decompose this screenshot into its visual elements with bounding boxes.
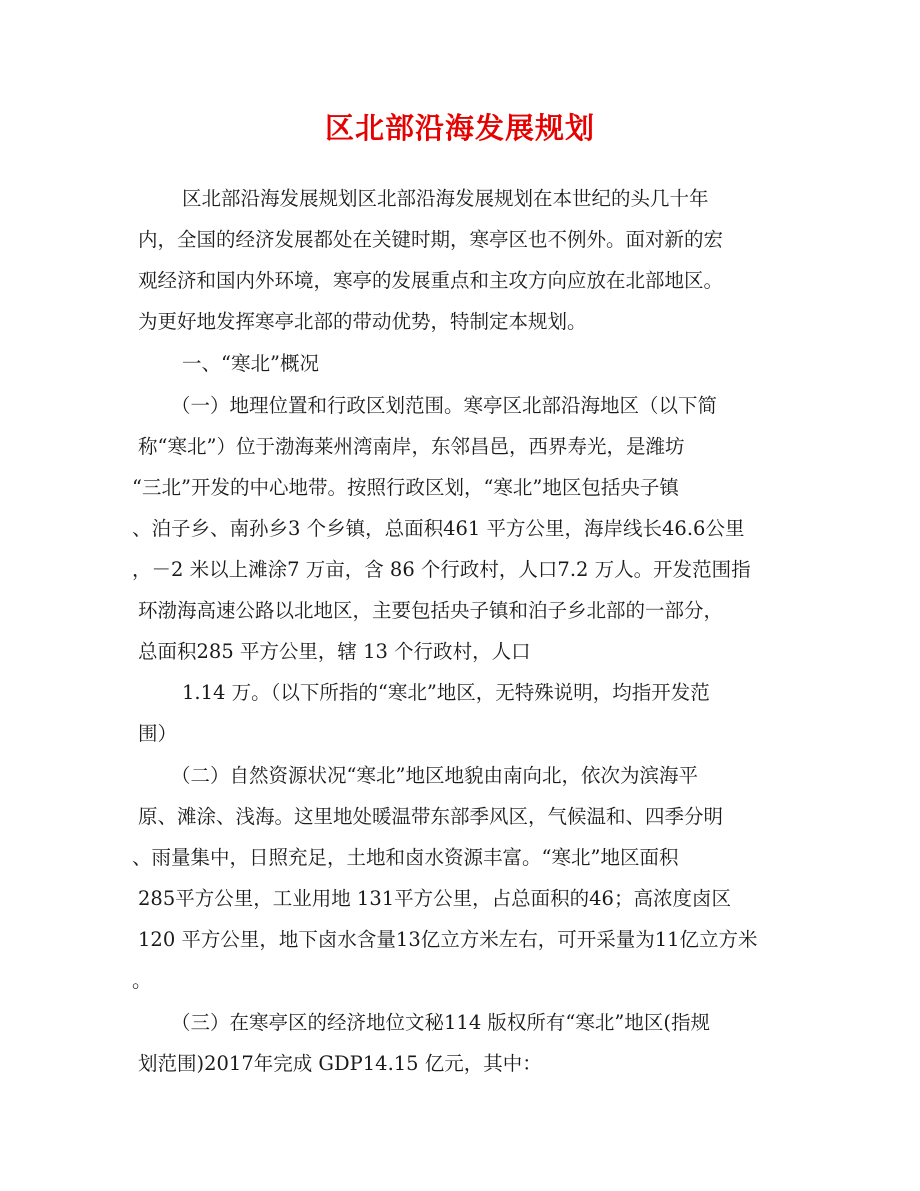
body-line: 区北部沿海发展规划区北部沿海发展规划在本世纪的头几十年 [182, 187, 709, 210]
body-line: 为更好地发挥寒亭北部的带动优势，特制定本规划。 [138, 310, 587, 333]
section-heading: 一、“寒北”概况 [182, 352, 319, 375]
body-line: 划范围)2017年完成 GDP14.15 亿元，其中： [138, 1052, 542, 1075]
body-line: 。 [132, 969, 152, 992]
body-line: 285平方公里，工业用地 131平方公里，占总面积的46；高浓度卤区 [138, 887, 731, 910]
body-line: 1.14 万。（以下所指的“寒北”地区，无特殊说明，均指开发范 [182, 681, 710, 704]
body-line: 称“寒北”）位于渤海莱州湾南岸，东邻昌邑，西界寿光，是潍坊 [138, 435, 685, 458]
body-line: 120 平方公里，地下卤水含量13亿立方米左右，可开采量为11亿立方米 [138, 928, 758, 951]
body-line: 总面积285 平方公里，辖 13 个行政村，人口 [138, 640, 531, 663]
body-line: 内，全国的经济发展都处在关键时期，寒亭区也不例外。面对新的宏 [138, 228, 724, 251]
body-line: （二）自然资源状况“寒北”地区地貌由南向北，依次为滨海平 [171, 764, 698, 787]
body-line: ，－2 米以上滩涂7 万亩，含 86 个行政村，人口7.2 万人。开发范围指 [132, 558, 751, 581]
body-line: 原、滩涂、浅海。这里地处暖温带东部季风区，气候温和、四季分明 [138, 805, 724, 828]
body-line: 观经济和国内外环境，寒亭的发展重点和主攻方向应放在北部地区。 [138, 269, 724, 292]
document-title: 区北部沿海发展规划 [324, 111, 595, 145]
body-line: （三）在寒亭区的经济地位文秘114 版权所有“寒北”地区(指规 [171, 1011, 710, 1034]
body-line: （一）地理位置和行政区划范围。寒亭区北部沿海地区（以下简 [171, 394, 718, 417]
body-line: 围） [138, 722, 178, 745]
body-line: “三北”开发的中心地带。按照行政区划，“寒北”地区包括央子镇 [132, 476, 679, 499]
body-line: 环渤海高速公路以北地区，主要包括央子镇和泊子乡北部的一部分， [138, 599, 724, 622]
body-line: 、雨量集中，日照充足，土地和卤水资源丰富。“寒北”地区面积 [132, 846, 679, 869]
body-line: 、泊子乡、南孙乡3 个乡镇，总面积461 平方公里，海岸线长46.6公里 [132, 517, 745, 540]
